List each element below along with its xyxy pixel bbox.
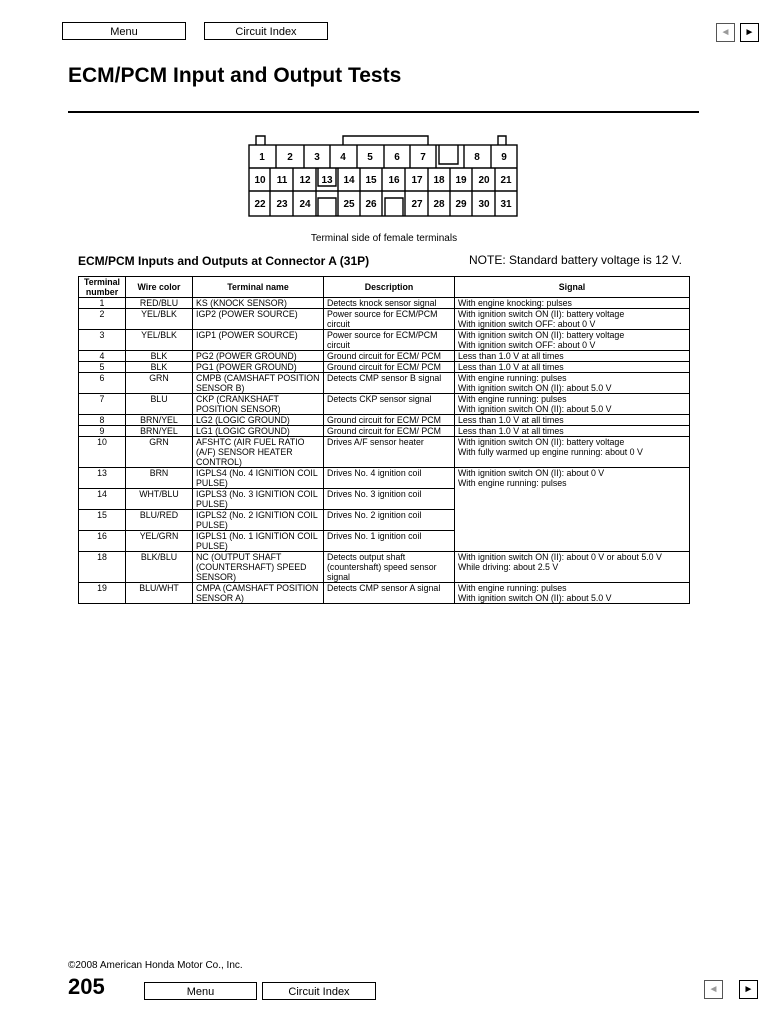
page-number: 205: [68, 974, 105, 999]
table-row: [79, 298, 690, 309]
table-row: [79, 468, 690, 489]
cell-description: Power source for ECM/PCM circuit: [324, 330, 455, 351]
cell-terminal-number: 1: [79, 298, 126, 309]
table-row: [79, 362, 690, 373]
cell-description: Detects output shaft (countershaft) speed sensor signal: [324, 552, 455, 583]
table-row: [79, 309, 690, 330]
prev-arrow-icon: ◄: [720, 27, 731, 38]
cell-terminal-name: IGPLS4 (No. 4 IGNITION COIL PULSE): [193, 468, 324, 489]
cell-signal: With engine running: pulses With ignition switch ON (II): about 5.0 V: [455, 373, 690, 394]
cell-signal: With ignition switch ON (II): battery voltage With ignition switch OFF: about 0 V: [455, 309, 690, 330]
cell-wire-color: BLK: [126, 362, 193, 373]
table-row: [79, 394, 690, 415]
cell-signal: Less than 1.0 V at all times: [455, 351, 690, 362]
terminal-27: 27: [411, 199, 423, 210]
table-row: [79, 373, 690, 394]
cell-terminal-name: IGPLS3 (No. 3 IGNITION COIL PULSE): [193, 489, 324, 510]
terminal-11: 11: [276, 175, 288, 186]
cell-terminal-name: CMPB (CAMSHAFT POSITION SENSOR B): [193, 373, 324, 394]
cell-signal: With ignition switch ON (II): about 0 V With engine running: pulses: [455, 468, 690, 552]
connector-caption: Terminal side of female terminals: [310, 233, 458, 244]
terminal-15: 15: [365, 175, 377, 186]
cell-description: Detects knock sensor signal: [324, 298, 455, 309]
cell-description: Drives No. 3 ignition coil: [324, 489, 455, 510]
terminal-28: 28: [433, 199, 445, 210]
cell-terminal-number: 5: [79, 362, 126, 373]
terminal-7: 7: [420, 152, 426, 163]
cell-wire-color: BLU: [126, 394, 193, 415]
cell-wire-color: YEL/GRN: [126, 531, 193, 552]
menu-button[interactable]: Menu: [62, 22, 186, 40]
cell-description: Power source for ECM/PCM circuit: [324, 309, 455, 330]
cell-terminal-number: 3: [79, 330, 126, 351]
title-divider: [68, 111, 699, 113]
cell-signal: With ignition switch ON (II): battery voltage With ignition switch OFF: about 0 V: [455, 330, 690, 351]
cell-description: Drives No. 2 ignition coil: [324, 510, 455, 531]
terminal-18: 18: [433, 175, 445, 186]
cell-description: Ground circuit for ECM/ PCM: [324, 351, 455, 362]
terminal-2: 2: [287, 152, 293, 163]
cell-terminal-number: 13: [79, 468, 126, 489]
table-row: [79, 552, 690, 583]
page-title: ECM/PCM Input and Output Tests: [68, 64, 402, 87]
table-row: [79, 415, 690, 426]
cell-signal: With engine knocking: pulses: [455, 298, 690, 309]
cell-terminal-number: 16: [79, 531, 126, 552]
io-table: [78, 276, 690, 604]
table-row: [79, 330, 690, 351]
circuit-index-button[interactable]: Circuit Index: [204, 22, 328, 40]
cell-terminal-name: PG2 (POWER GROUND): [193, 351, 324, 362]
terminal-6: 6: [394, 152, 400, 163]
footer-prev-page-button[interactable]: [704, 980, 723, 999]
footer-next-page-button[interactable]: [739, 980, 758, 999]
voltage-note: NOTE: Standard battery voltage is 12 V.: [469, 253, 683, 267]
terminal-3: 3: [314, 152, 320, 163]
terminal-25: 25: [343, 199, 355, 210]
cell-terminal-number: 14: [79, 489, 126, 510]
section-title: ECM/PCM Inputs and Outputs at Connector A (31P): [78, 254, 370, 268]
next-page-button[interactable]: [740, 23, 759, 42]
cell-wire-color: BRN/YEL: [126, 415, 193, 426]
terminal-23: 23: [276, 199, 288, 210]
cell-description: Ground circuit for ECM/ PCM: [324, 362, 455, 373]
cell-description: Detects CMP sensor B signal: [324, 373, 455, 394]
cell-signal: With engine running: pulses With ignition switch ON (II): about 5.0 V: [455, 394, 690, 415]
footer-circuit-index-button[interactable]: Circuit Index: [262, 982, 376, 1000]
cell-terminal-number: 7: [79, 394, 126, 415]
terminal-1: 1: [259, 152, 265, 163]
table-header-row: [79, 277, 690, 298]
cell-terminal-number: 10: [79, 437, 126, 468]
cell-wire-color: YEL/BLK: [126, 330, 193, 351]
cell-terminal-number: 8: [79, 415, 126, 426]
cell-terminal-number: 18: [79, 552, 126, 583]
connector-diagram: [248, 134, 518, 218]
cell-terminal-name: CMPA (CAMSHAFT POSITION SENSOR A): [193, 583, 324, 604]
cell-terminal-name: PG1 (POWER GROUND): [193, 362, 324, 373]
cell-terminal-number: 6: [79, 373, 126, 394]
cell-wire-color: WHT/BLU: [126, 489, 193, 510]
cell-description: Detects CMP sensor A signal: [324, 583, 455, 604]
cell-terminal-number: 15: [79, 510, 126, 531]
terminal-20: 20: [478, 175, 490, 186]
cell-wire-color: BLK/BLU: [126, 552, 193, 583]
cell-signal: With engine running: pulses With ignition switch ON (II): about 5.0 V: [455, 583, 690, 604]
cell-signal: Less than 1.0 V at all times: [455, 426, 690, 437]
header-wire-color: Wire color: [126, 277, 193, 298]
header-description: Description: [324, 277, 455, 298]
cell-description: Drives No. 1 ignition coil: [324, 531, 455, 552]
cell-description: Ground circuit for ECM/ PCM: [324, 426, 455, 437]
terminal-24: 24: [299, 199, 311, 210]
cell-wire-color: BLU/RED: [126, 510, 193, 531]
next-arrow-icon: ►: [743, 984, 754, 995]
cell-terminal-name: IGP1 (POWER SOURCE): [193, 330, 324, 351]
cell-terminal-number: 2: [79, 309, 126, 330]
terminal-26: 26: [365, 199, 377, 210]
cell-wire-color: RED/BLU: [126, 298, 193, 309]
cell-terminal-name: LG2 (LOGIC GROUND): [193, 415, 324, 426]
terminal-30: 30: [478, 199, 490, 210]
prev-page-button[interactable]: [716, 23, 735, 42]
header-signal: Signal: [455, 277, 690, 298]
header-terminal-number: Terminal number: [79, 277, 126, 298]
cell-wire-color: BRN/YEL: [126, 426, 193, 437]
cell-description: Drives A/F sensor heater: [324, 437, 455, 468]
cell-signal: With ignition switch ON (II): about 0 V or about 5.0 V While driving: about 2.5 V: [455, 552, 690, 583]
cell-description: Drives No. 4 ignition coil: [324, 468, 455, 489]
cell-terminal-name: CKP (CRANKSHAFT POSITION SENSOR): [193, 394, 324, 415]
cell-wire-color: BLU/WHT: [126, 583, 193, 604]
cell-description: Detects CKP sensor signal: [324, 394, 455, 415]
terminal-22: 22: [254, 199, 266, 210]
cell-wire-color: GRN: [126, 437, 193, 468]
terminal-31: 31: [500, 199, 512, 210]
cell-terminal-number: 4: [79, 351, 126, 362]
cell-terminal-name: NC (OUTPUT SHAFT (COUNTERSHAFT) SPEED SENSOR): [193, 552, 324, 583]
cell-terminal-number: 9: [79, 426, 126, 437]
cell-wire-color: BRN: [126, 468, 193, 489]
terminal-4: 4: [340, 152, 346, 163]
terminal-12: 12: [299, 175, 311, 186]
terminal-5: 5: [367, 152, 373, 163]
prev-arrow-icon: ◄: [708, 984, 719, 995]
cell-wire-color: BLK: [126, 351, 193, 362]
terminal-13: 13: [321, 175, 333, 186]
cell-terminal-name: KS (KNOCK SENSOR): [193, 298, 324, 309]
terminal-17: 17: [411, 175, 423, 186]
cell-signal: With ignition switch ON (II): battery voltage With fully warmed up engine running: about 0 V: [455, 437, 690, 468]
cell-terminal-name: IGPLS2 (No. 2 IGNITION COIL PULSE): [193, 510, 324, 531]
cell-terminal-number: 19: [79, 583, 126, 604]
terminal-8: 8: [474, 152, 480, 163]
terminal-16: 16: [388, 175, 400, 186]
cell-terminal-name: LG1 (LOGIC GROUND): [193, 426, 324, 437]
terminal-21: 21: [500, 175, 512, 186]
table-row: [79, 426, 690, 437]
table-row: [79, 583, 690, 604]
terminal-9: 9: [501, 152, 507, 163]
cell-signal: Less than 1.0 V at all times: [455, 415, 690, 426]
footer-menu-button[interactable]: Menu: [144, 982, 257, 1000]
table-row: [79, 437, 690, 468]
cell-signal: Less than 1.0 V at all times: [455, 362, 690, 373]
header-terminal-name: Terminal name: [193, 277, 324, 298]
cell-wire-color: GRN: [126, 373, 193, 394]
cell-terminal-name: AFSHTC (AIR FUEL RATIO (A/F) SENSOR HEATER CONTROL): [193, 437, 324, 468]
cell-terminal-name: IGPLS1 (No. 1 IGNITION COIL PULSE): [193, 531, 324, 552]
terminal-14: 14: [343, 175, 355, 186]
cell-wire-color: YEL/BLK: [126, 309, 193, 330]
cell-terminal-name: IGP2 (POWER SOURCE): [193, 309, 324, 330]
copyright: ©2008 American Honda Motor Co., Inc.: [68, 960, 243, 971]
terminal-19: 19: [455, 175, 467, 186]
next-arrow-icon: ►: [744, 27, 755, 38]
table-row: [79, 351, 690, 362]
cell-description: Ground circuit for ECM/ PCM: [324, 415, 455, 426]
terminal-10: 10: [254, 175, 266, 186]
terminal-29: 29: [455, 199, 467, 210]
